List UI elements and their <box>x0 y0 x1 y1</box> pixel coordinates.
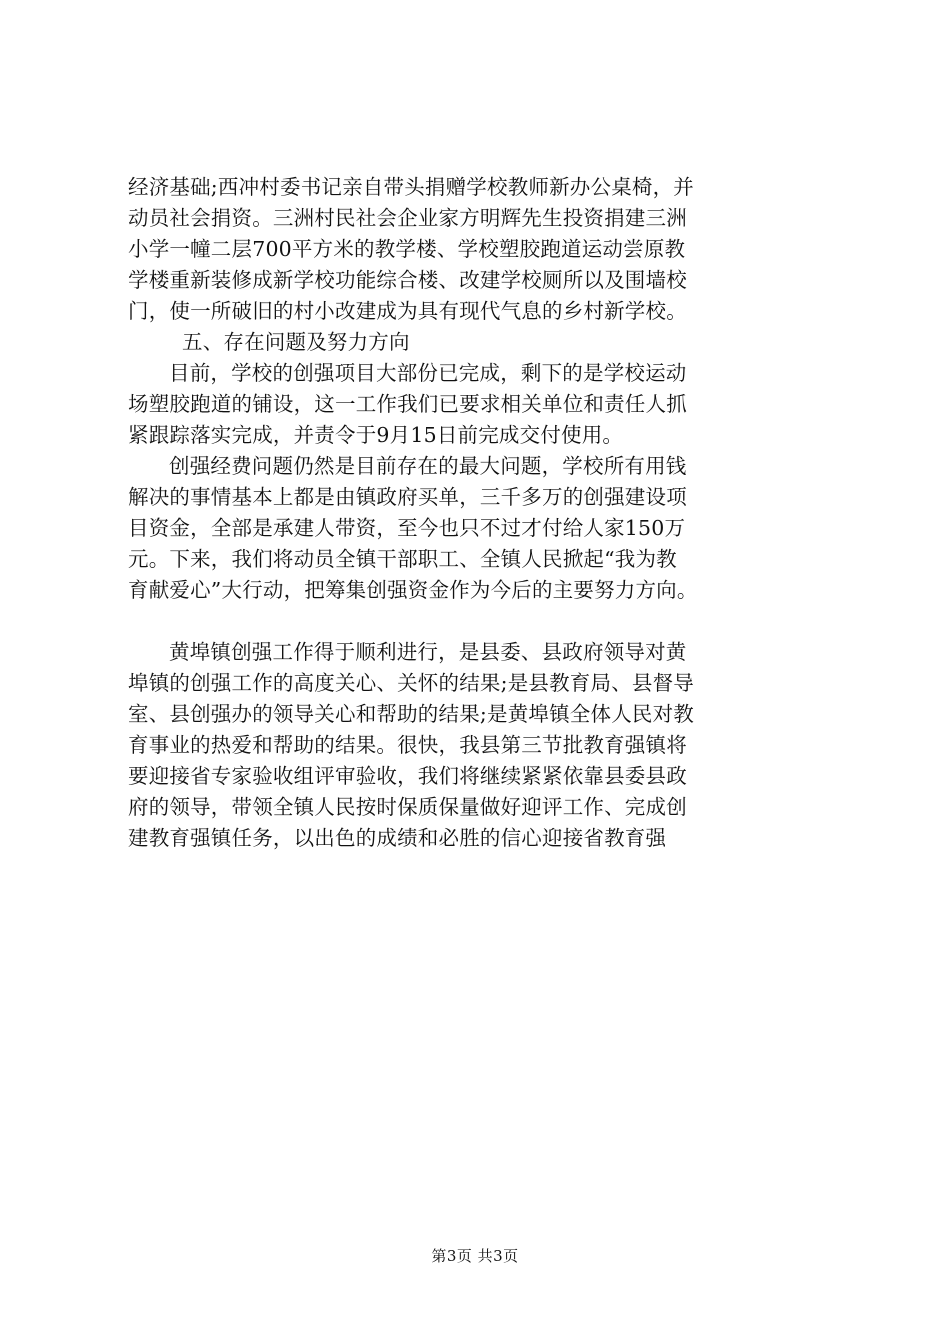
document-body <box>128 172 848 854</box>
paragraph-funding-issue <box>128 451 848 606</box>
paragraph-conclusion <box>128 637 848 854</box>
paragraph-spacer <box>128 606 848 637</box>
text-line: 室、县创强办的领导关心和帮助的结果;是黄埠镇全体人民对教 <box>128 702 695 726</box>
text-line: 府的领导，带领全镇人民按时保质保量做好迎评工作、完成创 <box>128 795 687 819</box>
text-line: 埠镇的创强工作的高度关心、关怀的结果;是县教育局、县督导 <box>128 671 695 695</box>
text-line: 育事业的热爱和帮助的结果。很快，我县第三节批教育强镇将 <box>128 733 687 757</box>
section-heading: 五、存在问题及努力方向 <box>182 330 410 354</box>
text-line: 创强经费问题仍然是目前存在的最大问题，学校所有用钱 <box>169 454 687 478</box>
text-line: 解决的事情基本上都是由镇政府买单，三千多万的创强建设项 <box>128 485 687 509</box>
text-line: 黄埠镇创强工作得于顺利进行，是县委、县政府领导对黄 <box>169 640 687 664</box>
paragraph-economic-basis <box>128 172 848 327</box>
text-line: 小学一幢二层700平方米的教学楼、学校塑胶跑道运动尝原教 <box>128 237 686 261</box>
page-number-footer: 第3页 共3页 <box>431 1247 519 1265</box>
text-line: 动员社会捐资。三洲村民社会企业家方明辉先生投资捐建三洲 <box>128 206 687 230</box>
text-line: 目前，学校的创强项目大部份已完成，剩下的是学校运动 <box>169 361 687 385</box>
text-line: 元。下来，我们将动员全镇干部职工、全镇人民掀起“我为教 <box>128 547 677 571</box>
text-line: 育献爱心”大行动，把筹集创强资金作为今后的主要努力方向。 <box>128 578 698 602</box>
text-line: 目资金，全部是承建人带资，至今也只不过才付给人家150万 <box>128 516 686 540</box>
text-line: 紧跟踪落实完成，并责令于9月15日前完成交付使用。 <box>128 423 624 447</box>
text-line: 建教育强镇任务，以出色的成绩和必胜的信心迎接省教育强 <box>128 826 667 850</box>
text-line: 要迎接省专家验收组评审验收，我们将继续紧紧依靠县委县政 <box>128 764 687 788</box>
text-line: 经济基础;西冲村委书记亲自带头捐赠学校教师新办公桌椅，并 <box>128 175 695 199</box>
paragraph-current-status <box>128 358 848 451</box>
text-line: 场塑胶跑道的铺设，这一工作我们已要求相关单位和责任人抓 <box>128 392 687 416</box>
text-line: 学楼重新装修成新学校功能综合楼、改建学校厕所以及围墙校 <box>128 268 687 292</box>
text-line: 门，使一所破旧的村小改建成为具有现代气息的乡村新学校。 <box>128 299 687 323</box>
